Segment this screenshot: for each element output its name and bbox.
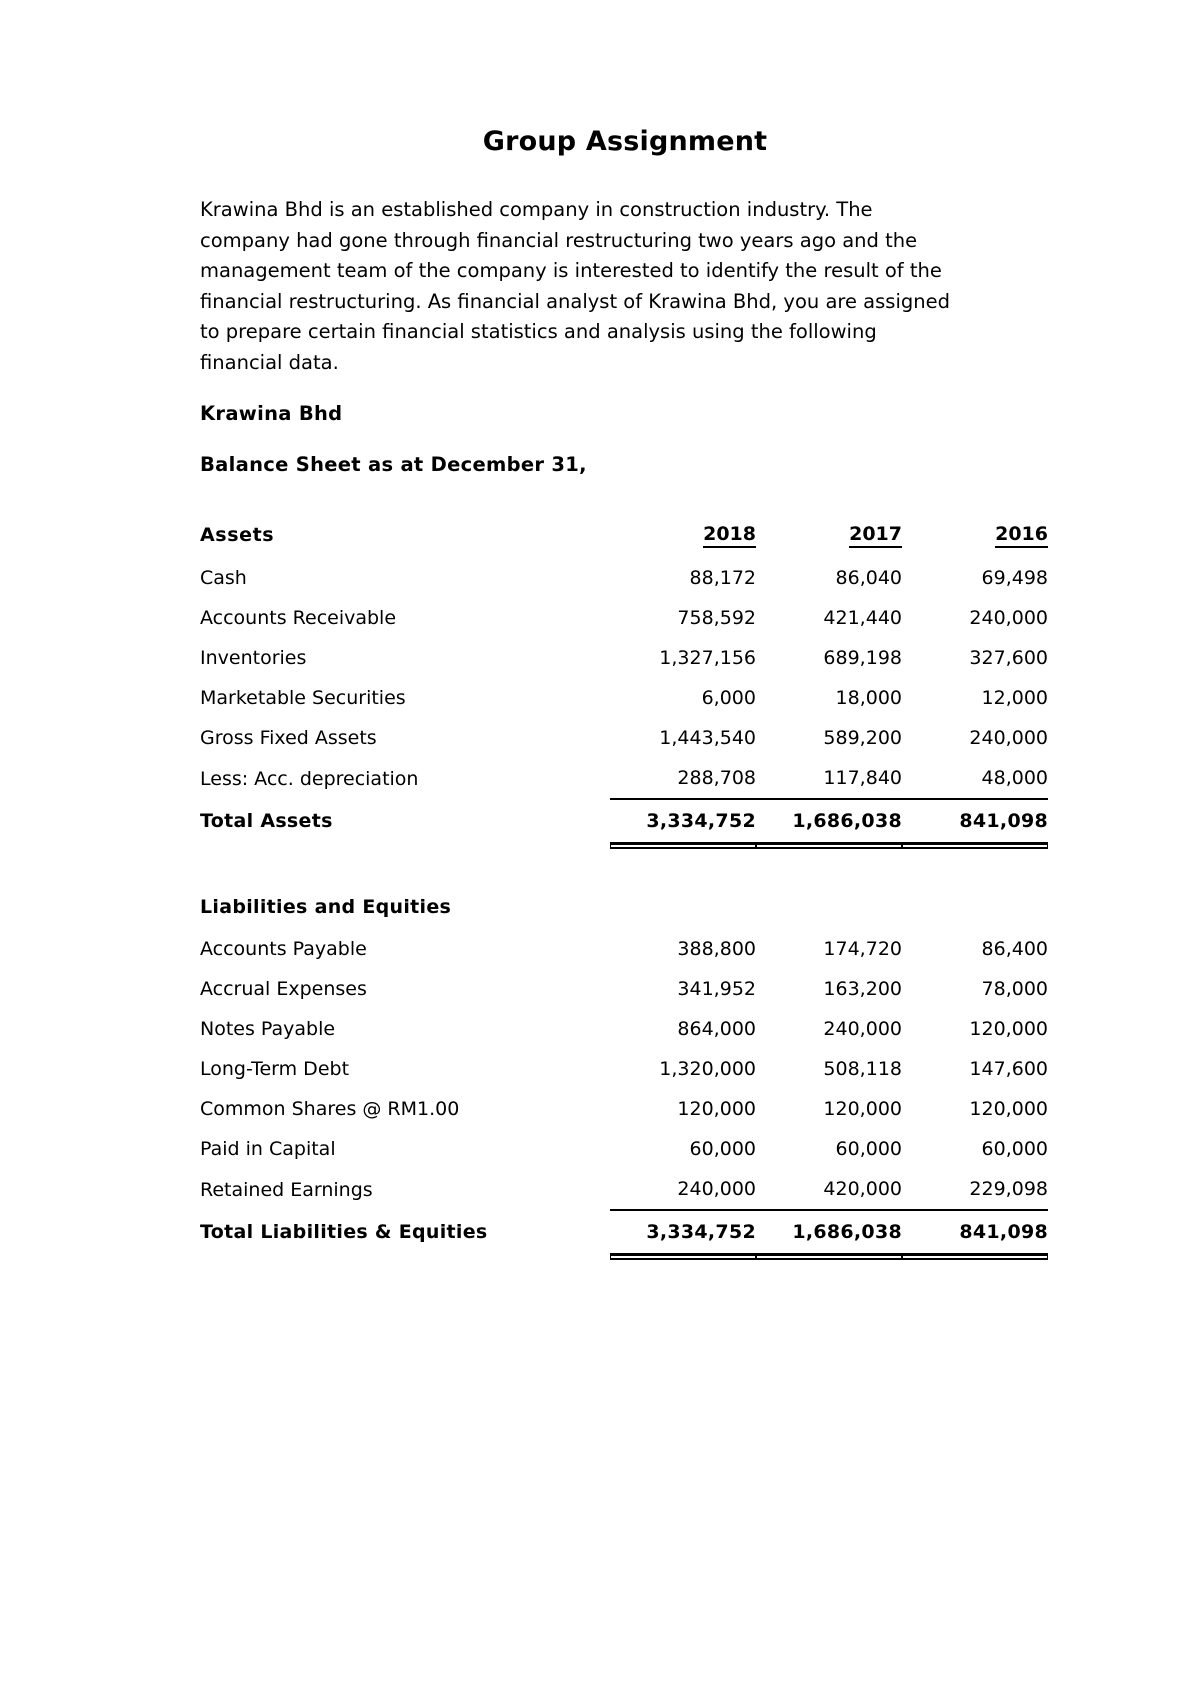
column-header-2016-text: 2016: [995, 523, 1048, 548]
row-value-2018: 120,000: [677, 1098, 756, 1120]
column-header-2018: [610, 512, 756, 558]
table-row: [200, 1169, 1048, 1210]
table-row: [200, 638, 1048, 678]
row-value-2017: 508,118: [823, 1058, 902, 1080]
row-value-2016: 48,000: [902, 758, 1048, 799]
liabilities-header-row: [200, 885, 1048, 929]
spacer-cell: [756, 844, 902, 886]
row-value-2018: 88,172: [689, 567, 756, 589]
total-assets-row: [200, 799, 1048, 844]
row-value-2018: 758,592: [677, 607, 756, 629]
total-liabilities-label: Total Liabilities & Equities: [200, 1221, 488, 1244]
row-value-2016: 12,000: [981, 687, 1048, 709]
row-value-2016: 229,098: [902, 1169, 1048, 1210]
assets-header-row: [200, 512, 1048, 558]
spacer-cell: [902, 885, 1048, 929]
row-value-2016: 240,000: [969, 607, 1048, 629]
spacer-cell: [756, 885, 902, 929]
balance-sheet-body: [200, 512, 1048, 1255]
column-header-2017-text: 2017: [849, 523, 902, 548]
total-liabilities-row: [200, 1210, 1048, 1255]
row-value-2017: 589,200: [823, 727, 902, 749]
assets-header-label: Assets: [200, 524, 275, 546]
table-row: [200, 718, 1048, 758]
row-value-2018: 341,952: [677, 978, 756, 1000]
total-assets-2016: 841,098: [902, 799, 1048, 844]
total-assets-2017: 1,686,038: [756, 799, 902, 844]
column-header-2018-text: 2018: [703, 523, 756, 548]
table-row: [200, 1129, 1048, 1169]
spacer-cell: [902, 844, 1048, 886]
row-value-2017: 117,840: [756, 758, 902, 799]
page-title: Group Assignment: [482, 126, 768, 157]
company-name: Krawina Bhd: [200, 402, 343, 425]
row-label: Accounts Receivable: [200, 607, 397, 629]
row-value-2017: 174,720: [823, 938, 902, 960]
spacer-cell: [200, 844, 610, 886]
row-value-2017: 60,000: [835, 1138, 902, 1160]
row-label: Notes Payable: [200, 1018, 336, 1040]
table-row: [200, 1049, 1048, 1089]
column-header-2017: [756, 512, 902, 558]
row-value-2016: 327,600: [969, 647, 1048, 669]
row-label: Common Shares @ RM1.00: [200, 1098, 460, 1120]
row-label: Accounts Payable: [200, 938, 367, 960]
row-label: Paid in Capital: [200, 1138, 336, 1160]
row-label: Marketable Securities: [200, 687, 406, 709]
row-value-2018: 288,708: [610, 758, 756, 799]
table-row: [200, 969, 1048, 1009]
row-label: Accrual Expenses: [200, 978, 367, 1000]
row-value-2017: 163,200: [823, 978, 902, 1000]
table-row: [200, 558, 1048, 598]
balance-sheet-table: [200, 512, 1048, 1256]
row-value-2018: 1,320,000: [659, 1058, 756, 1080]
row-value-2018: 864,000: [677, 1018, 756, 1040]
section-spacer: [200, 844, 1048, 886]
row-label: Gross Fixed Assets: [200, 727, 377, 749]
row-value-2016: 78,000: [981, 978, 1048, 1000]
row-value-2017: 86,040: [835, 567, 902, 589]
spacer-cell: [610, 885, 756, 929]
row-value-2017: 120,000: [823, 1098, 902, 1120]
row-value-2018: 6,000: [701, 687, 756, 709]
row-value-2016: 120,000: [969, 1098, 1048, 1120]
total-liabilities-2016: 841,098: [902, 1210, 1048, 1255]
row-value-2017: 240,000: [823, 1018, 902, 1040]
row-value-2017: 420,000: [756, 1169, 902, 1210]
row-label: Retained Earnings: [200, 1178, 373, 1201]
row-value-2018: 1,327,156: [659, 647, 756, 669]
row-value-2016: 240,000: [969, 727, 1048, 749]
row-value-2017: 689,198: [823, 647, 902, 669]
row-value-2017: 18,000: [835, 687, 902, 709]
statement-title: Balance Sheet as at December 31,: [200, 453, 587, 476]
table-row: [200, 1089, 1048, 1129]
table-row: [200, 1009, 1048, 1049]
row-value-2018: 240,000: [610, 1169, 756, 1210]
document-content: [200, 126, 1050, 1256]
spacer-cell: [610, 844, 756, 886]
liabilities-header-label: Liabilities and Equities: [200, 896, 452, 918]
intro-paragraph: Krawina Bhd is an established company in construction industry. The company had gone through financial restructuring two years ago and the management team of the company is interested to identify the result of the financial restructuring. As financial analyst of Krawina Bhd, you are assigned to prepare certain financial statistics and analysis using the following financial data.: [200, 198, 950, 374]
table-row: [200, 598, 1048, 638]
row-value-2018: 388,800: [677, 938, 756, 960]
row-value-2016: 120,000: [969, 1018, 1048, 1040]
row-value-2018: 1,443,540: [659, 727, 756, 749]
table-row: [200, 929, 1048, 969]
total-liabilities-2018: 3,334,752: [610, 1210, 756, 1255]
row-value-2016: 60,000: [981, 1138, 1048, 1160]
total-liabilities-2017: 1,686,038: [756, 1210, 902, 1255]
row-label: Cash: [200, 567, 247, 589]
total-assets-label: Total Assets: [200, 810, 333, 833]
table-row: [200, 758, 1048, 799]
total-assets-2018: 3,334,752: [610, 799, 756, 844]
row-value-2016: 86,400: [981, 938, 1048, 960]
row-value-2016: 147,600: [969, 1058, 1048, 1080]
row-label: Less: Acc. depreciation: [200, 767, 419, 790]
table-row: [200, 678, 1048, 718]
row-label: Inventories: [200, 647, 307, 669]
row-label: Long-Term Debt: [200, 1058, 350, 1080]
column-header-2016: [902, 512, 1048, 558]
row-value-2017: 421,440: [823, 607, 902, 629]
row-value-2018: 60,000: [689, 1138, 756, 1160]
row-value-2016: 69,498: [981, 567, 1048, 589]
